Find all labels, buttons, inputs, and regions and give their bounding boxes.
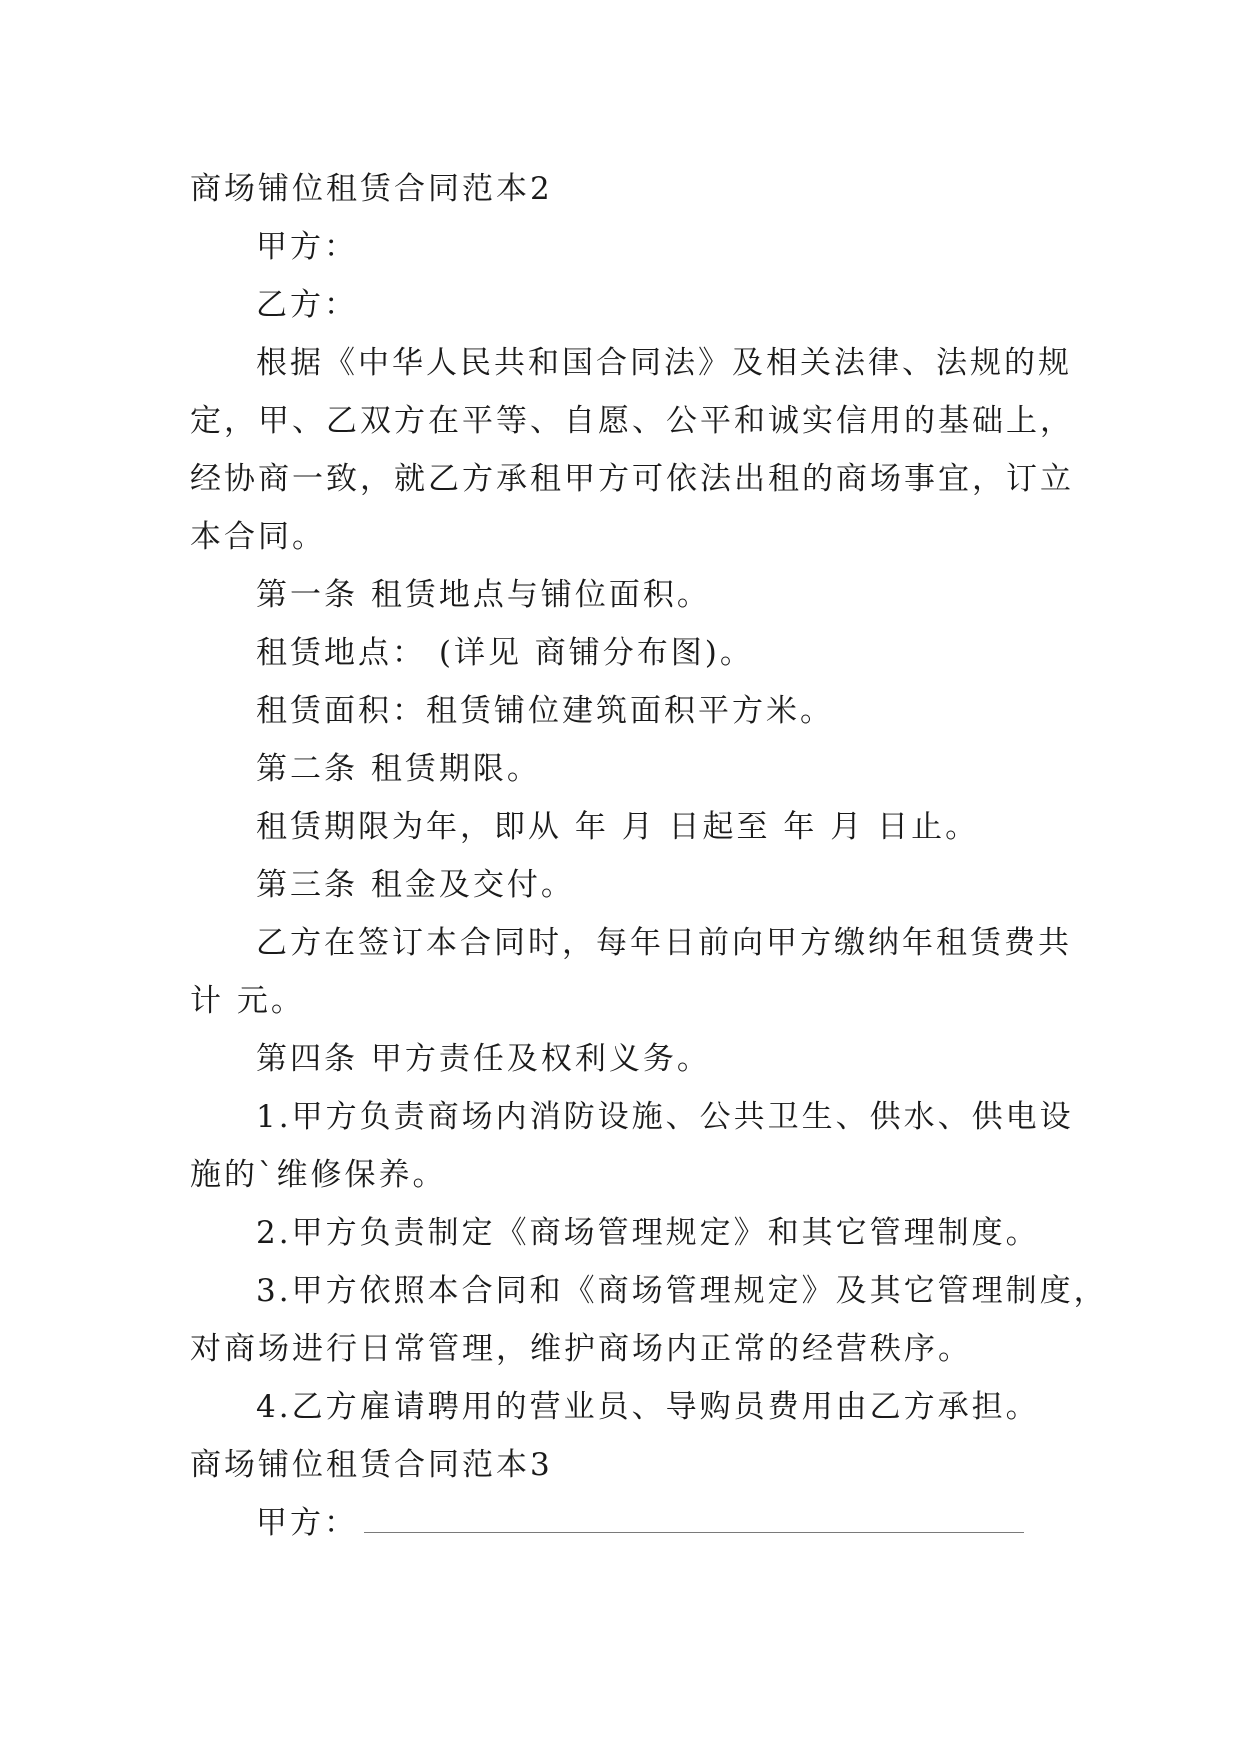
paragraph-line: 乙方在签订本合同时，每年日前向甲方缴纳年租赁费共: [256, 925, 1072, 961]
document-body: [190, 160, 1108, 1552]
list-item: 3.甲方依照本合同和《商场管理规定》及其它管理制度，: [256, 1273, 1108, 1309]
paragraph-line: 定，甲、乙双方在平等、自愿、公平和诚实信用的基础上，: [190, 403, 1074, 439]
section-title: 商场铺位租赁合同范本3: [190, 1447, 553, 1483]
list-item: 1.甲方负责商场内消防设施、公共卫生、供水、供电设: [256, 1099, 1074, 1135]
party-b-label: 乙方：: [256, 287, 358, 323]
list-item-continuation: 施的`维修保养。: [190, 1157, 447, 1193]
paragraph-line: 本合同。: [190, 519, 326, 555]
paragraph-line: 租赁面积：租赁铺位建筑面积平方米。: [256, 693, 834, 729]
paragraph-line: 经协商一致，就乙方承租甲方可依法出租的商场事宜，订立: [190, 461, 1074, 497]
list-item-continuation: 对商场进行日常管理，维护商场内正常的经营秩序。: [190, 1331, 972, 1367]
article-heading: 第二条 租赁期限。: [256, 751, 541, 787]
article-heading: 第四条 甲方责任及权利义务。: [256, 1041, 711, 1077]
article-heading: 第三条 租金及交付。: [256, 867, 575, 903]
fill-in-blank: [364, 1510, 1024, 1533]
article-heading: 第一条 租赁地点与铺位面积。: [256, 577, 711, 613]
party-a-fill-line: [190, 1494, 1050, 1552]
paragraph-line: 租赁期限为年，即从 年 月 日起至 年 月 日止。: [256, 809, 980, 845]
section-title: 商场铺位租赁合同范本2: [190, 171, 553, 207]
paragraph-line: 计 元。: [190, 983, 305, 1019]
party-a-label: 甲方：: [256, 1505, 358, 1541]
list-item: 2.甲方负责制定《商场管理规定》和其它管理制度。: [256, 1215, 1040, 1251]
paragraph-line: 租赁地点： (详见 商铺分布图)。: [256, 635, 754, 671]
paragraph-line: 根据《中华人民共和国合同法》及相关法律、法规的规: [256, 345, 1072, 381]
list-item: 4.乙方雇请聘用的营业员、导购员费用由乙方承担。: [256, 1389, 1040, 1425]
party-a-label: 甲方：: [256, 229, 358, 265]
